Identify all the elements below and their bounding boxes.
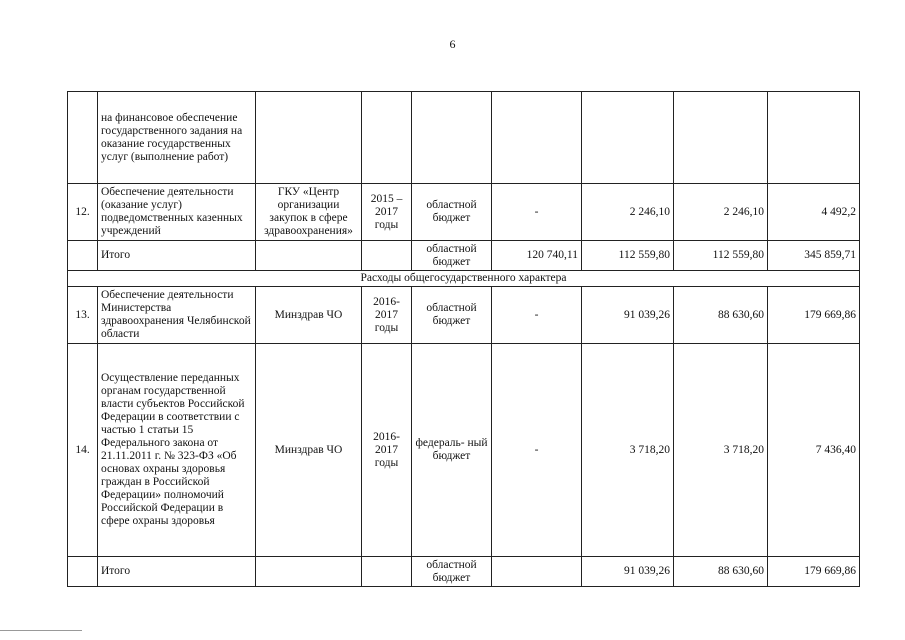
executor-cell [256,557,362,587]
source-cell [412,92,492,184]
event-name-cell: Итого [98,241,256,271]
value-2016-cell: 2 246,10 [582,184,674,241]
executor-cell [256,241,362,271]
executor-cell: ГКУ «Центр организации закупок в сфере здравоохранения» [256,184,362,241]
table-row-itogo-2 [68,557,860,587]
period-cell [362,241,412,271]
period-cell: 2016- 2017 годы [362,287,412,344]
num-cell [68,557,98,587]
total-cell: 4 492,2 [768,184,860,241]
value-2015-cell: - [492,344,582,557]
source-cell: областной бюджет [412,287,492,344]
period-cell: 2016- 2017 годы [362,344,412,557]
page-edge-line [0,630,82,631]
value-2015-cell: 120 740,11 [492,241,582,271]
value-2017-cell: 88 630,60 [674,557,768,587]
value-2015-cell [492,557,582,587]
row-number: 13. [68,287,98,344]
section-row [68,271,860,287]
value-2017-cell: 2 246,10 [674,184,768,241]
executor-cell: Минздрав ЧО [256,344,362,557]
row-number: 12. [68,184,98,241]
source-cell: областной бюджет [412,557,492,587]
value-2016-cell [582,92,674,184]
num-cell [68,241,98,271]
total-cell: 345 859,71 [768,241,860,271]
source-cell: областной бюджет [412,241,492,271]
period-cell: 2015 – 2017 годы [362,184,412,241]
section-heading: Расходы общегосударственного характера [68,271,860,287]
num-cell [68,92,98,184]
source-cell: федераль- ный бюджет [412,344,492,557]
table-row-11-continued [68,92,860,184]
executor-cell: Минздрав ЧО [256,287,362,344]
table-row-14 [68,344,860,557]
table-row-12 [68,184,860,241]
value-2016-cell: 91 039,26 [582,287,674,344]
total-cell: 179 669,86 [768,557,860,587]
value-2017-cell: 112 559,80 [674,241,768,271]
value-2016-cell: 112 559,80 [582,241,674,271]
total-cell: 7 436,40 [768,344,860,557]
row-number: 14. [68,344,98,557]
period-cell [362,557,412,587]
value-2017-cell: 3 718,20 [674,344,768,557]
value-2016-cell: 3 718,20 [582,344,674,557]
value-2017-cell [674,92,768,184]
event-name-cell: Обеспечение деятельности Министерства здравоохранения Челябинской области [98,287,256,344]
total-cell: 179 669,86 [768,287,860,344]
table-row-13 [68,287,860,344]
source-cell: областной бюджет [412,184,492,241]
value-2015-cell [492,92,582,184]
event-name-cell: Обеспечение деятельности (оказание услуг) подведомственных казенных учреждений [98,184,256,241]
executor-cell [256,92,362,184]
table-row-itogo-1 [68,241,860,271]
page-number: 6 [449,37,456,51]
total-cell [768,92,860,184]
event-name-cell: Осуществление переданных органам государственной власти субъектов Российской Федерации в соответствии с частью 1 статьи 15 Федерального закона от 21.11.2011 г. № 323-ФЗ «Об основах охраны здоровья граждан в Российской Федерации» полномочий Российской Федерации в сфере охраны здоровья [98,344,256,557]
period-cell [362,92,412,184]
budget-table [67,91,860,587]
value-2015-cell: - [492,287,582,344]
value-2017-cell: 88 630,60 [674,287,768,344]
value-2015-cell: - [492,184,582,241]
event-name-cell: на финансовое обеспечение государственного задания на оказание государственных услуг (выполнение работ) [98,92,256,184]
value-2016-cell: 91 039,26 [582,557,674,587]
event-name-cell: Итого [98,557,256,587]
